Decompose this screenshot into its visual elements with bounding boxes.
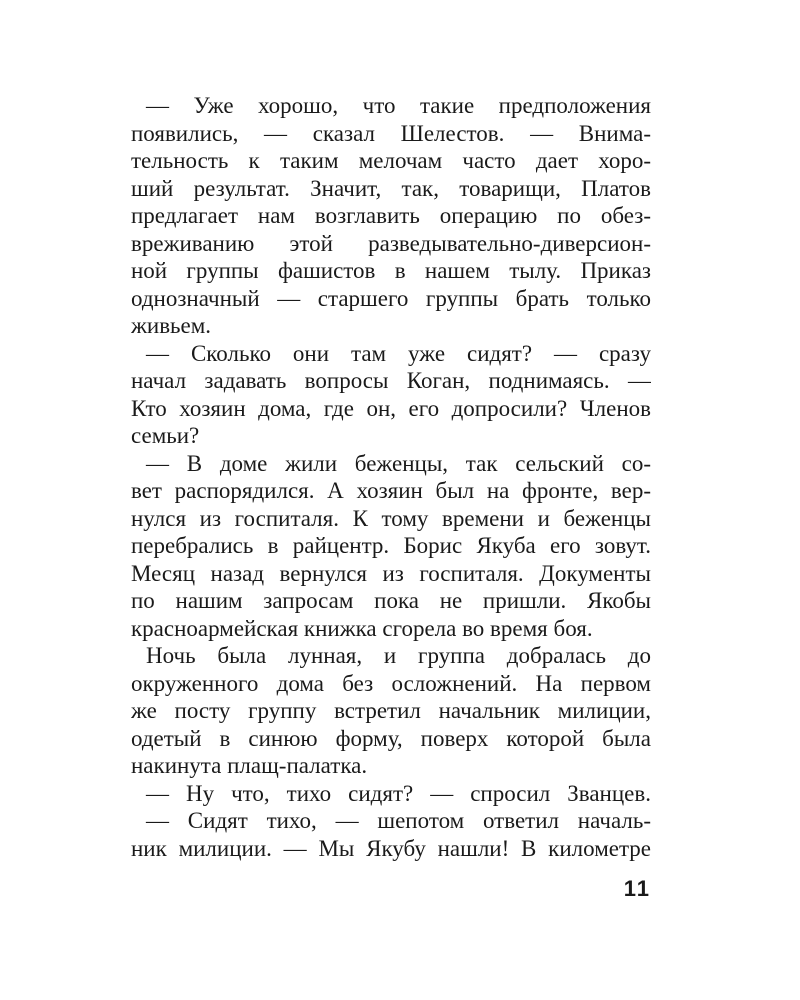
text-line: ник милиции. — Мы Якубу нашли! В километре (131, 835, 651, 861)
text-line: Кто хозяин дома, где он, его допросили? Членов (131, 395, 651, 421)
body-text (131, 92, 651, 862)
paragraph-3 (131, 450, 651, 643)
paragraph-5 (131, 780, 651, 808)
text-line: ной группы фашистов в нашем тылу. Приказ (131, 258, 651, 283)
text-line: предлагает нам возглавить операцию по обез- (131, 203, 651, 228)
paragraph-1 (131, 92, 651, 340)
text-line: по нашим запросам пока не пришли. Якобы (131, 588, 651, 613)
text-line: ший результат. Значит, так, товарищи, Платов (131, 175, 651, 201)
text-line: — Сколько они там уже сидят? — сразу (146, 340, 651, 366)
text-line: Ночь была лунная, и группа добралась до (146, 643, 651, 668)
paragraph-2 (131, 340, 651, 450)
text-line: — Сидят тихо, — шепотом ответил началь- (146, 808, 651, 833)
text-line: однозначный — старшего группы брать только (131, 285, 651, 311)
text-line: — Уже хорошо, что такие предположения (146, 93, 651, 118)
text-line: появились, — сказал Шелестов. — Внима- (131, 120, 651, 146)
text-line: — В доме жили беженцы, так сельский со- (146, 450, 651, 476)
text-line: накинута плащ-палатка. (131, 753, 368, 778)
text-line: же посту группу встретил начальник милиции, (131, 698, 651, 723)
text-line: начал задавать вопросы Коган, поднимаясь. — (131, 368, 651, 393)
text-line: красноармейская книжка сгорела во время боя. (131, 615, 593, 641)
paragraph-6 (131, 807, 651, 862)
text-line: Месяц назад вернулся из госпиталя. Документы (131, 560, 651, 586)
text-line: нулся из госпиталя. К тому времени и беженцы (131, 505, 651, 531)
text-line: одетый в синюю форму, поверх которой была (131, 725, 651, 751)
text-line: живьем. (131, 313, 212, 338)
page-number: 11 (623, 876, 651, 901)
text-line: семьи? (131, 423, 200, 448)
text-line: вет распорядился. А хозяин был на фронте, вер- (131, 478, 651, 503)
paragraph-4 (131, 642, 651, 780)
text-line: перебрались в райцентр. Борис Якуба его зовут. (131, 533, 651, 558)
text-line: — Ну что, тихо сидят? — спросил Званцев. (146, 780, 651, 806)
text-line: вреживанию этой разведывательно-диверсион- (131, 230, 651, 256)
text-line: окруженного дома без осложнений. На первом (131, 670, 651, 696)
text-line: тельность к таким мелочам часто дает хоро- (131, 148, 651, 173)
